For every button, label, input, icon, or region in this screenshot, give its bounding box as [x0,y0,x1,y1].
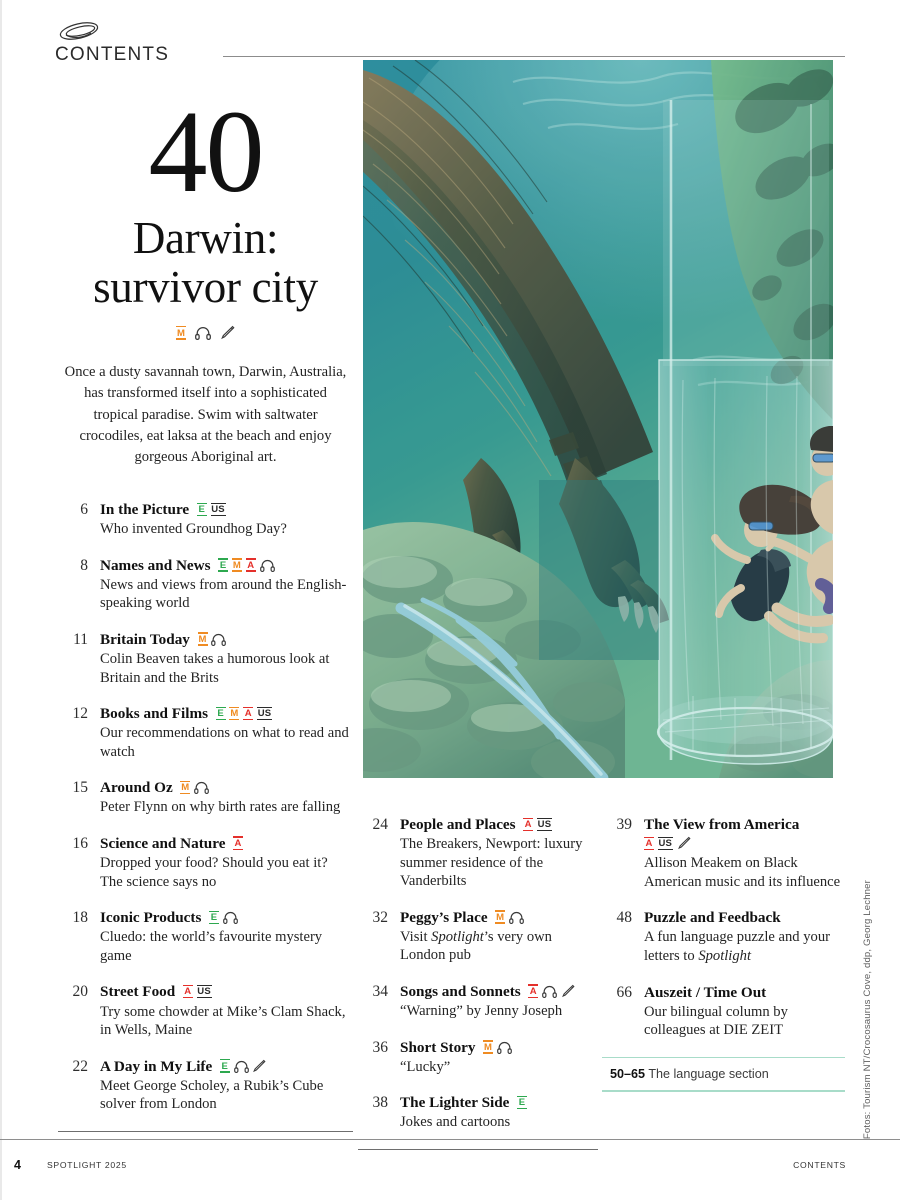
entry-title[interactable] [100,630,353,649]
column-2-divider [358,1149,598,1150]
entry-body [88,630,353,687]
badge-easy-E: E [217,708,224,720]
badge-easy-E: E [518,1097,526,1109]
entry-page-number: 66 [616,983,632,1001]
entry-page-number: 32 [372,908,388,926]
entry-description: Jokes and cartoons [400,1114,511,1131]
entry-page-number: 6 [80,501,88,518]
contents-entry[interactable] [58,556,353,613]
footer-page-number: 4 [14,1158,21,1172]
pencil-icon [220,325,235,340]
hero-feature[interactable] [58,86,353,468]
entry-body [88,1057,353,1114]
entry-title[interactable] [644,983,845,1002]
entry-description: The Breakers, Newport: luxury summer residence of the Vanderbilts [400,836,583,890]
entry-title-text: Names and News [100,556,211,574]
language-section-range: 50–65 [610,1067,646,1082]
badge-advanced-A: A [244,708,252,720]
column-1-divider [58,1131,353,1132]
headphones-icon [194,781,209,794]
entry-page-number: 22 [72,1057,88,1075]
entry-description: Try some chowder at Mike’s Clam Shack, in Wells, Maine [100,1003,346,1039]
entry-tag-row [180,779,209,796]
contents-entry[interactable] [58,908,353,965]
entry-description: Who invented Groundhog Day? [100,521,287,538]
entry-title-text: Auszeit / Time Out [644,983,767,1001]
contents-entry[interactable] [602,983,845,1040]
language-section-bottom-rule [602,1090,845,1092]
contents-entry[interactable] [358,908,598,965]
badge-us: US [211,504,225,515]
contents-entry[interactable] [58,500,353,539]
pencil-icon [252,1059,266,1073]
entry-title[interactable] [100,778,353,797]
pencil-icon [677,836,691,850]
entry-title-text: The View from America [644,816,800,833]
entry-description: Peter Flynn on why birth rates are falling [100,799,341,816]
hero-title-line-2: survivor city [93,261,318,312]
contents-entry[interactable] [58,982,353,1039]
entry-tag-row [218,557,274,574]
language-section-label: The language section [648,1067,769,1082]
entry-title-text: Songs and Sonnets [400,982,521,1000]
contents-entry[interactable] [358,1038,598,1077]
contents-entry[interactable] [358,815,598,891]
entry-body [632,983,845,1040]
entry-title-text: Iconic Products [100,909,202,927]
footer-publication: SPOTLIGHT 2025 [47,1160,127,1170]
entry-title-text: Around Oz [100,779,173,797]
badge-medium-M: M [181,782,190,794]
entry-title[interactable] [644,908,845,927]
entry-tag-row [528,983,575,1000]
entry-description: “Warning” by Jenny Joseph [400,1003,563,1020]
entry-title-text: In the Picture [100,501,190,518]
headphones-icon [234,1060,249,1073]
hero-page-number: 40 [148,86,263,217]
entry-title[interactable] [100,500,353,519]
pencil-icon [561,984,575,998]
page-footer [0,1152,900,1182]
contents-entry[interactable] [58,1057,353,1114]
badge-advanced-A: A [234,837,242,849]
paperclip-icon [58,18,100,44]
entry-body [88,908,353,965]
footer-section: CONTENTS [793,1160,846,1170]
entry-tag-row [220,1058,267,1075]
headphones-icon [223,911,238,924]
badge-us: US [537,819,552,830]
contents-entry[interactable] [58,704,353,761]
entry-title-text: Books and Films [100,705,209,723]
hero-title-line-1: Darwin: [132,213,279,264]
entry-page-number: 39 [616,816,632,833]
entry-tag-row [523,816,552,833]
badge-us: US [658,838,673,850]
entry-tag-row [183,983,212,1000]
entry-page-number: 16 [72,834,88,852]
entry-tag-row [233,835,243,852]
badge-easy-E: E [221,1060,229,1072]
badge-medium-M: M [484,1041,493,1053]
entry-description: Our bilingual column by colleagues at DIE ZEIT [644,1003,788,1039]
entry-page-number: 38 [372,1094,388,1112]
entry-title[interactable] [100,982,353,1001]
hero-description: Once a dusty savannah town, Darwin, Australia, has transformed itself into a sophisticated tropical paradise. Swim with saltwater crocodiles, eat laksa at the beach and enjoy gorgeous Aboriginal art. [64,364,347,465]
entry-page-number: 18 [72,909,88,927]
entry-page-number: 36 [372,1038,388,1056]
entry-body [88,556,353,613]
badge-medium-M: M [232,559,241,571]
entry-title-text: A Day in My Life [100,1057,213,1075]
entry-page-number: 12 [72,705,88,723]
entry-body [388,908,598,965]
entry-description: Colin Beaven takes a humorous look at Britain and the Brits [100,651,330,686]
entry-title[interactable] [100,834,353,853]
entry-page-number: 34 [372,982,388,1000]
entry-body [632,908,845,965]
entry-description: Meet George Scholey, a Rubik’s Cube solver from London [100,1077,324,1113]
page-left-edge [0,0,2,1200]
contents-entry[interactable] [58,630,353,687]
entry-title-text: The Lighter Side [400,1094,510,1112]
entry-title[interactable] [400,982,598,1001]
entry-description: News and views from around the English-speaking world [100,576,347,612]
badge-advanced-A: A [645,838,653,850]
footer-divider [0,1139,900,1140]
entry-tag-row [495,909,524,926]
badge-easy-E: E [219,559,227,571]
entry-description: Dropped your food? Should you eat it? The science says no [100,855,328,890]
entry-title[interactable] [400,1093,598,1112]
entry-tag-row [483,1039,512,1056]
headphones-icon [195,326,211,340]
contents-entry[interactable] [58,834,353,891]
headphones-icon [509,911,524,924]
entry-page-number: 48 [616,909,632,927]
page-title: CONTENTS [55,44,170,65]
contents-entry[interactable] [358,1093,598,1132]
entry-body [88,704,353,761]
entry-description: “Lucky” [400,1058,451,1075]
headphones-icon [497,1041,512,1054]
entry-title[interactable] [644,815,845,853]
headphones-icon [211,633,226,646]
entry-description: Cluedo: the world’s favourite mystery game [100,929,323,964]
badge-medium-M: M [230,708,239,720]
language-section-text [602,1058,845,1090]
contents-entry[interactable] [602,815,845,891]
photo-credit: Fotos: Tourism NT/Crocosaurus Cove, ddp, Georg Lechner [862,880,873,1140]
entry-body [88,834,353,891]
entry-title[interactable] [400,1038,598,1057]
entry-page-number: 15 [72,779,88,797]
contents-column-1 [58,500,353,1132]
entry-description: Allison Meakem on Black American music and its influence [644,855,841,890]
badge-medium-M: M [176,327,186,339]
entry-title-text: Science and Nature [100,834,226,852]
entry-title-text: Short Story [400,1038,476,1056]
badge-medium-M: M [496,911,505,923]
entry-body [88,500,353,539]
language-section-callout[interactable] [602,1057,845,1092]
entry-title[interactable] [400,815,598,834]
entry-title-text: Britain Today [100,630,190,648]
entry-title[interactable] [100,908,353,927]
entry-title-text: Street Food [100,983,176,1001]
entry-body [88,982,353,1039]
entry-tag-row [198,631,227,648]
entry-body [388,1038,598,1077]
entry-body [88,778,353,817]
hero-title [58,214,353,311]
badge-medium-M: M [198,633,207,645]
headphones-icon [542,985,557,998]
entry-title[interactable] [100,1057,353,1076]
entry-body [388,1093,598,1132]
entry-tag-row [644,835,691,852]
badge-advanced-A: A [524,819,532,830]
entry-page-number: 20 [72,983,88,1001]
entry-description: Our recommendations on what to read and watch [100,725,349,760]
entry-title[interactable] [100,704,353,723]
page-header [55,18,845,66]
contents-entry[interactable] [358,982,598,1021]
contents-entry[interactable] [602,908,845,965]
entry-title-text: People and Places [400,816,516,833]
entry-title[interactable] [100,556,353,575]
contents-entry[interactable] [58,778,353,817]
entry-page-number: 24 [372,816,388,833]
entry-tag-row [216,705,272,722]
entry-description: A fun language puzzle and your letters to Spotlight [644,929,831,965]
hero-icon-row [58,325,353,340]
entry-page-number: 8 [80,556,88,574]
badge-advanced-A: A [247,559,255,571]
badge-easy-E: E [198,504,206,515]
entry-body [388,815,598,891]
entry-title[interactable] [400,908,598,927]
entry-tag-row [209,909,238,926]
header-divider [223,56,845,57]
contents-column-2 [358,815,598,1150]
entry-body [632,815,845,891]
badge-us: US [197,986,211,998]
entry-page-number: 11 [73,630,88,648]
entry-tag-row [197,501,226,518]
badge-us: US [257,708,272,720]
entry-tag-row [517,1094,527,1111]
badge-advanced-A: A [184,986,192,998]
headphones-icon [260,559,275,572]
entry-title-text: Peggy’s Place [400,908,488,926]
badge-advanced-A: A [529,985,537,997]
entry-title-text: Puzzle and Feedback [644,909,781,927]
entry-body [388,982,598,1021]
contents-column-3 [602,815,845,1092]
badge-easy-E: E [210,912,218,924]
hero-photo [363,60,833,778]
entry-description: Visit Spotlight’s very own London pub [400,928,552,964]
